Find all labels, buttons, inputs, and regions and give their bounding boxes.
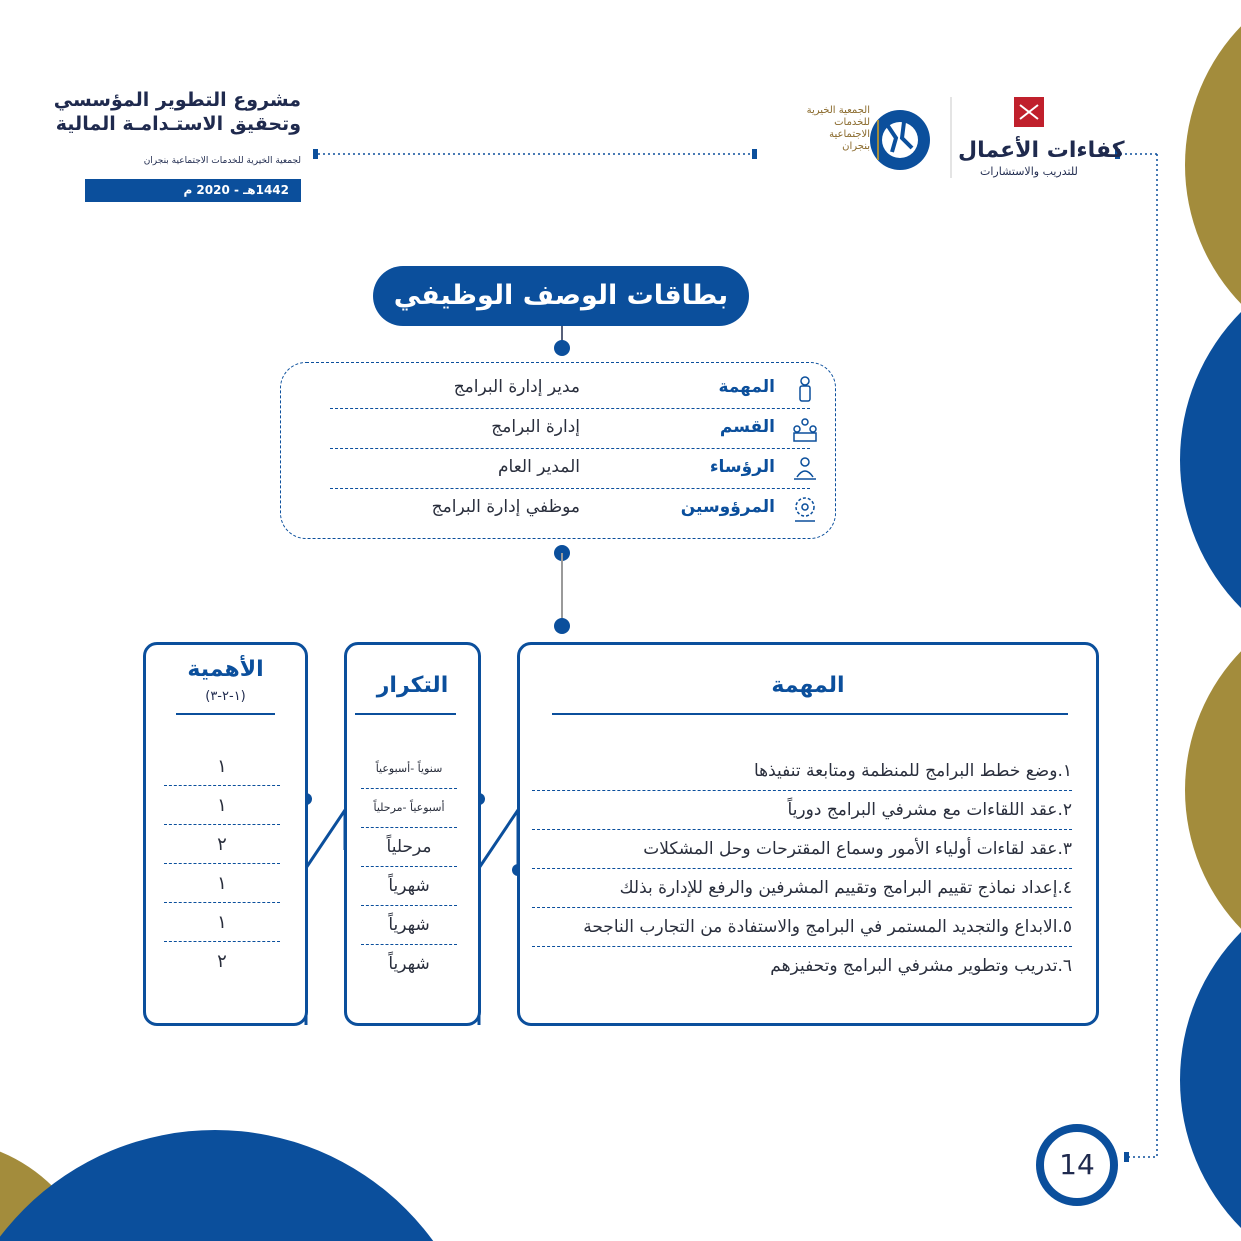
person-icon (791, 375, 819, 403)
frequency-item: سنوياً -أسبوعياً (361, 751, 457, 789)
page-title: بطاقات الوصف الوظيفي (373, 266, 749, 326)
team-icon (791, 415, 819, 443)
info-row-task (305, 369, 835, 409)
page-number: 14 (1036, 1124, 1118, 1206)
gear-team-icon (791, 495, 819, 523)
info-row-department (305, 409, 835, 449)
association-logo-text: الجمعية الخيرية للخدمات الاجتماعية بنجران (806, 105, 870, 152)
importance-item: ١ (164, 904, 280, 942)
importance-heading: الأهمية (187, 657, 264, 682)
importance-item: ٢ (164, 826, 280, 864)
info-row-subordinates (305, 489, 835, 533)
importance-item: ١ (164, 748, 280, 786)
blue-circle-bottom (1180, 870, 1241, 1241)
task-item: ٦.تدريب وتطوير مشرفي البرامج وتحفيزهم (770, 956, 1072, 976)
manager-icon (791, 455, 819, 483)
project-title-line1: مشروع التطوير المؤسسي (53, 89, 301, 111)
frequency-column (344, 642, 481, 1026)
importance-column (143, 642, 308, 1026)
frequency-heading: التكرار (376, 673, 449, 698)
blue-circle-corner (0, 1130, 485, 1241)
association-name: لجمعية الخيرية للخدمات الاجتماعية بنجران (143, 156, 301, 166)
info-label: المرؤوسين (680, 497, 775, 517)
project-title (54, 88, 301, 136)
blue-circle-mid (1180, 250, 1241, 670)
association-logo-icon (868, 108, 932, 172)
tasks-column (517, 642, 1099, 1026)
company-subtitle: للتدريب والاستشارات (980, 165, 1078, 178)
info-value: المدير العام (498, 457, 580, 477)
frequency-item: شهرياً (361, 868, 457, 906)
gold-circle-top (1185, 0, 1241, 365)
job-info-box (280, 362, 836, 539)
task-item: ١.وضع خطط البرامج للمنظمة ومتابعة تنفيذها (532, 753, 1072, 791)
company-logo-icon (1014, 97, 1044, 127)
project-title-line2: وتحقيق الاستـدامـة المالية (55, 113, 301, 135)
info-row-superiors (305, 449, 835, 489)
info-value: موظفي إدارة البرامج (431, 497, 580, 517)
task-item: ٢.عقد اللقاءات مع مشرفي البرامج دورياً (532, 792, 1072, 830)
company-name: كفاءات الأعمال (958, 138, 1125, 163)
frequency-item: شهرياً (361, 907, 457, 945)
info-label: الرؤساء (709, 457, 775, 477)
gold-circle-lower (1185, 590, 1241, 990)
frequency-item: أسبوعياً -مرحلياً (361, 790, 457, 828)
tasks-heading: المهمة (771, 673, 845, 698)
importance-item: ١ (164, 865, 280, 903)
date-badge: 1442هـ - 2020 م (85, 179, 301, 202)
info-label: المهمة (718, 377, 775, 397)
importance-scale: (١-٢-٣) (205, 689, 246, 704)
info-value: إدارة البرامج (491, 417, 580, 437)
frequency-item: شهرياً (388, 954, 430, 974)
importance-item: ٢ (217, 951, 227, 972)
importance-item: ١ (164, 787, 280, 825)
task-item: ٤.إعداد نماذج تقييم البرامج وتقييم المشرفين والرفع للإدارة بذلك (532, 870, 1072, 908)
info-label: القسم (719, 417, 775, 437)
task-item: ٥.الابداع والتجديد المستمر في البرامج والاستفادة من التجارب الناجحة (532, 909, 1072, 947)
task-item: ٣.عقد لقاءات أولياء الأمور وسماع المقترحات وحل المشكلات (532, 831, 1072, 869)
info-value: مدير إدارة البرامج (453, 377, 580, 397)
frequency-item: مرحلياً (361, 829, 457, 867)
